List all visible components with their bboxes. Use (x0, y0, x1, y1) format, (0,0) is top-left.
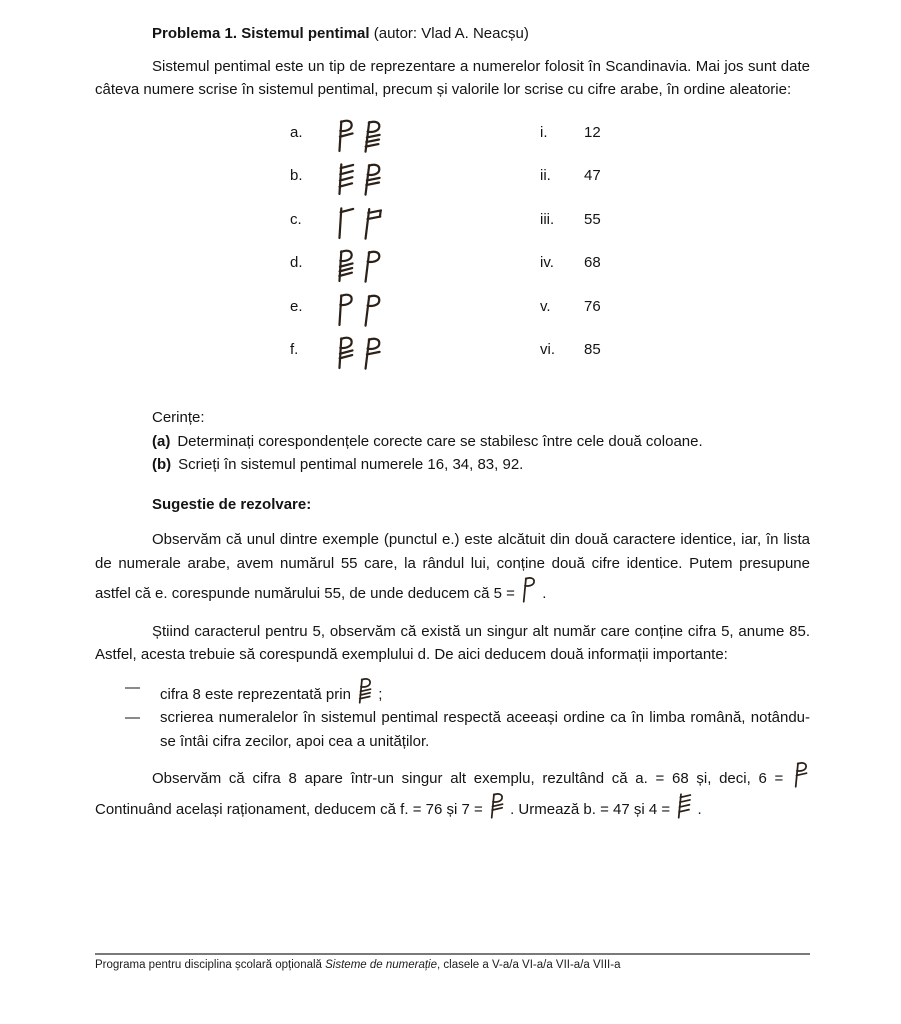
requirement-item-b (95, 453, 810, 477)
arabic-value: 76 (584, 297, 601, 315)
roman-label: vi. (540, 341, 555, 359)
page-title (95, 22, 810, 46)
example-letter: b. (290, 167, 303, 185)
solution-paragraph-3-c: . Urmează b. = 47 și 4 = (505, 800, 675, 818)
bullet-1-tail: ; (374, 685, 383, 703)
examples-list (95, 116, 810, 378)
pentimal-numeral (333, 203, 384, 251)
example-row (95, 159, 810, 203)
example-row (95, 116, 810, 160)
example-letter: f. (290, 341, 299, 359)
solution-paragraph-1-text: Observăm că unul dintre exemple (punctul e.) este alcătuit din două caractere identice, iar, în lista de numerale arabe, avem numărul 55 care, la rândul lui, conține două cifre identice. Putem presupune astfel că e. corespunde numărului 55, de unde deducem că 5 = (95, 531, 810, 603)
pentimal-numeral (333, 159, 384, 207)
footer-text: Programa pentru disciplina școlară opțională (95, 959, 326, 971)
requirement-text-b: Scrieți în sistemul pentimal numerele 16, 34, 83, 92. (178, 456, 524, 474)
example-letter: e. (290, 297, 303, 315)
bullet-item-2 (95, 706, 810, 753)
pentimal-digit-8-glyph (355, 686, 374, 703)
arabic-value: 55 (584, 210, 601, 228)
example-letter: d. (290, 254, 303, 272)
example-letter: a. (290, 123, 303, 141)
roman-label: iv. (540, 254, 554, 272)
solution-paragraph-3-a: Observăm că cifra 8 apare într-un singur alt exemplu, rezultând că a. = 68 și, deci, 6 = (152, 770, 791, 788)
example-row (95, 246, 810, 290)
pentimal-numeral (333, 246, 384, 294)
roman-label: i. (540, 123, 548, 141)
arabic-value: 47 (584, 167, 601, 185)
arabic-value: 85 (584, 341, 601, 359)
roman-label: iii. (540, 210, 555, 228)
solution-heading: Sugestie de rezolvare: (152, 495, 312, 513)
bullet-list (95, 676, 810, 754)
footer-note (95, 953, 810, 973)
intro-paragraph: Sistemul pentimal este un tip de reprezentare a numerelor folosit în Scandinavia. Mai jos sunt date câteva numere scrise în sistemul pentimal, precum și valorile lor scrise cu cifre arabe, în ordine aleatorie: (95, 57, 810, 98)
pentimal-numeral (333, 333, 384, 381)
solution-paragraph-3 (95, 760, 810, 821)
arabic-value: 68 (584, 254, 601, 272)
page-title-bold: Problema 1. Sistemul pentimal (152, 25, 370, 42)
roman-label: ii. (540, 167, 551, 185)
pentimal-digit-4-glyph (674, 801, 693, 818)
bullet-dash-icon: — (125, 709, 140, 727)
requirement-text-a: Determinați corespondențele corecte care se stabilesc între cele două coloane. (177, 432, 703, 450)
requirements-section (95, 406, 810, 477)
pentimal-numeral (333, 290, 384, 338)
example-row (95, 333, 810, 377)
footer-italic-title: Sisteme de numerație (325, 959, 438, 971)
bullet-dash-icon: — (125, 678, 140, 696)
solution-paragraph-1-tail: . (538, 585, 547, 603)
solution-paragraph-1 (95, 528, 810, 606)
requirement-label-a: (a) (152, 432, 171, 450)
example-letter: c. (290, 210, 302, 228)
requirement-item-a (95, 430, 810, 454)
roman-label: v. (540, 297, 551, 315)
pentimal-digit-7-glyph (487, 801, 506, 818)
bullet-item-1 (95, 676, 810, 707)
requirements-heading: Cerințe: (152, 409, 205, 427)
bullet-1-text: cifra 8 este reprezentată prin (160, 685, 356, 703)
solution-paragraph-2: Știind caracterul pentru 5, observăm că există un singur alt număr care conține cifra 5, anume 85. Astfel, acesta trebuie să corespundă exemplului d. De aici deducem două informații importante: (95, 622, 810, 664)
example-row (95, 203, 810, 247)
solution-paragraph-3-tail: . (693, 800, 702, 818)
footer-text-after: , clasele a V-a/a VI-a/a VII-a/a VIII-a (437, 959, 621, 971)
pentimal-digit-5-glyph (519, 585, 538, 602)
arabic-value: 12 (584, 123, 601, 141)
pentimal-digit-6-glyph (791, 770, 810, 787)
pentimal-numeral (333, 116, 384, 164)
solution-paragraph-3-b: Continuând același raționament, deducem că f. = 76 și 7 = (95, 800, 487, 818)
page-title-author: (autor: Vlad A. Neacșu) (369, 25, 529, 42)
example-row (95, 290, 810, 334)
bullet-2-text: scrierea numeralelor în sistemul pentimal respectă aceeași ordine ca în limba română, notându-se întâi cifra zecilor, apoi cea a unităților. (160, 709, 810, 750)
requirement-label-b: (b) (152, 456, 172, 474)
